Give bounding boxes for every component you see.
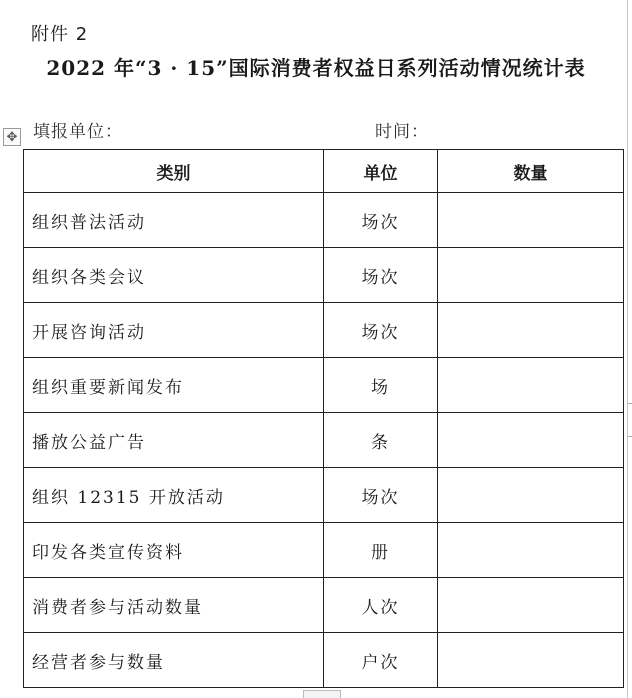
unit-cell: 场次 — [324, 248, 438, 303]
move-handle-icon[interactable]: ✥ — [3, 128, 21, 146]
table-row — [24, 633, 624, 688]
quantity-cell[interactable] — [438, 578, 624, 633]
quantity-cell[interactable] — [438, 358, 624, 413]
category-cell: 组织普法活动 — [24, 193, 324, 248]
unit-cell: 人次 — [324, 578, 438, 633]
unit-cell: 场次 — [324, 303, 438, 358]
category-cell: 组织各类会议 — [24, 248, 324, 303]
header-quantity: 数量 — [438, 150, 624, 193]
quantity-cell[interactable] — [438, 193, 624, 248]
unit-cell: 户次 — [324, 633, 438, 688]
unit-cell: 册 — [324, 523, 438, 578]
unit-cell: 场 — [324, 358, 438, 413]
table-row — [24, 468, 624, 523]
table-row — [24, 523, 624, 578]
table-row — [24, 248, 624, 303]
time-label: 时间： — [375, 122, 429, 142]
category-cell: 经营者参与数量 — [24, 633, 324, 688]
quantity-cell[interactable] — [438, 468, 624, 523]
statistics-table — [23, 149, 624, 688]
category-cell: 消费者参与活动数量 — [24, 578, 324, 633]
ruler-tick — [627, 403, 632, 404]
table-row — [24, 193, 624, 248]
unit-cell: 场次 — [324, 468, 438, 523]
page-right-edge — [627, 0, 628, 698]
quantity-cell[interactable] — [438, 413, 624, 468]
document-title: 2022 年“3 · 15”国际消费者权益日系列活动情况统计表 — [46, 56, 586, 80]
header-unit: 单位 — [324, 150, 438, 193]
table-header-row — [24, 150, 624, 193]
category-cell: 印发各类宣传资料 — [24, 523, 324, 578]
category-cell: 组织 12315 开放活动 — [24, 468, 324, 523]
table-row — [24, 358, 624, 413]
quantity-cell[interactable] — [438, 303, 624, 358]
category-cell: 组织重要新闻发布 — [24, 358, 324, 413]
unit-cell: 场次 — [324, 193, 438, 248]
table-row — [24, 413, 624, 468]
ruler-tick — [627, 436, 632, 437]
category-cell: 开展咨询活动 — [24, 303, 324, 358]
quantity-cell[interactable] — [438, 248, 624, 303]
quantity-cell[interactable] — [438, 633, 624, 688]
table-row — [24, 303, 624, 358]
header-category: 类别 — [24, 150, 324, 193]
attachment-label: 附件 2 — [31, 24, 89, 45]
page-bottom-tab — [303, 690, 341, 698]
table-row — [24, 578, 624, 633]
category-cell: 播放公益广告 — [24, 413, 324, 468]
unit-cell: 条 — [324, 413, 438, 468]
fill-unit-label: 填报单位： — [33, 122, 123, 142]
quantity-cell[interactable] — [438, 523, 624, 578]
